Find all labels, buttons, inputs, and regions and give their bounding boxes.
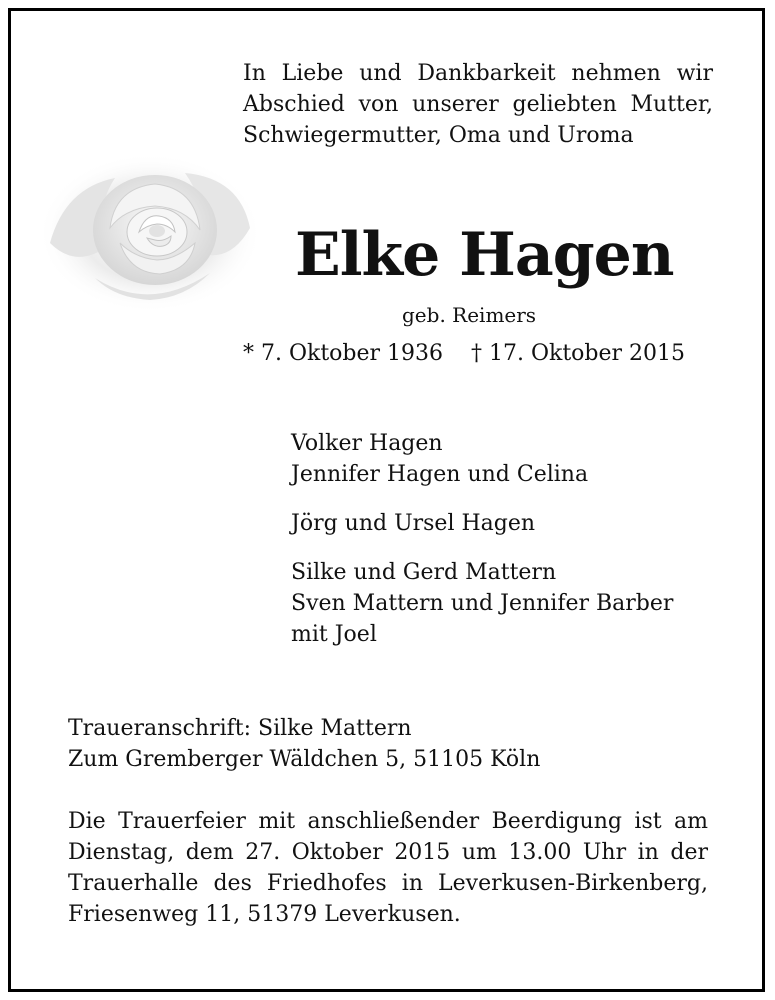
family-member: mit Joel bbox=[291, 622, 377, 647]
notice-line: Friesenweg 11, 51379 Leverkusen. bbox=[68, 902, 461, 927]
intro-line: Schwiegermutter, Oma und Uroma bbox=[243, 123, 634, 148]
family-member: Volker Hagen bbox=[291, 431, 443, 456]
rose-icon bbox=[35, 148, 265, 318]
family-member: Sven Mattern und Jennifer Barber bbox=[291, 591, 674, 616]
mourning-address bbox=[68, 713, 540, 775]
maiden-name: geb. Reimers bbox=[402, 303, 537, 327]
family-member: Silke und Gerd Mattern bbox=[291, 560, 557, 585]
notice-line: Die Trauerfeier mit anschließender Beerdigung ist am bbox=[68, 809, 708, 834]
notice-line: Trauerhalle des Friedhofes in Leverkusen-Birkenberg, bbox=[68, 871, 708, 896]
family-list bbox=[291, 428, 673, 650]
intro-line: Abschied von unserer geliebten Mutter, bbox=[243, 92, 713, 117]
notice-line: Dienstag, dem 27. Oktober 2015 um 13.00 Uhr in der bbox=[68, 840, 708, 865]
address-line: Traueranschrift: Silke Mattern bbox=[68, 716, 412, 741]
address-line: Zum Gremberger Wäldchen 5, 51105 Köln bbox=[68, 747, 541, 772]
intro-text bbox=[243, 58, 713, 151]
funeral-notice bbox=[68, 806, 708, 930]
deceased-name: Elke Hagen bbox=[295, 220, 674, 290]
life-dates: * 7. Oktober 1936 † 17. Oktober 2015 bbox=[243, 341, 686, 366]
family-member: Jörg und Ursel Hagen bbox=[291, 511, 536, 536]
intro-line: In Liebe und Dankbarkeit nehmen wir bbox=[243, 61, 713, 86]
family-member: Jennifer Hagen und Celina bbox=[291, 462, 589, 487]
